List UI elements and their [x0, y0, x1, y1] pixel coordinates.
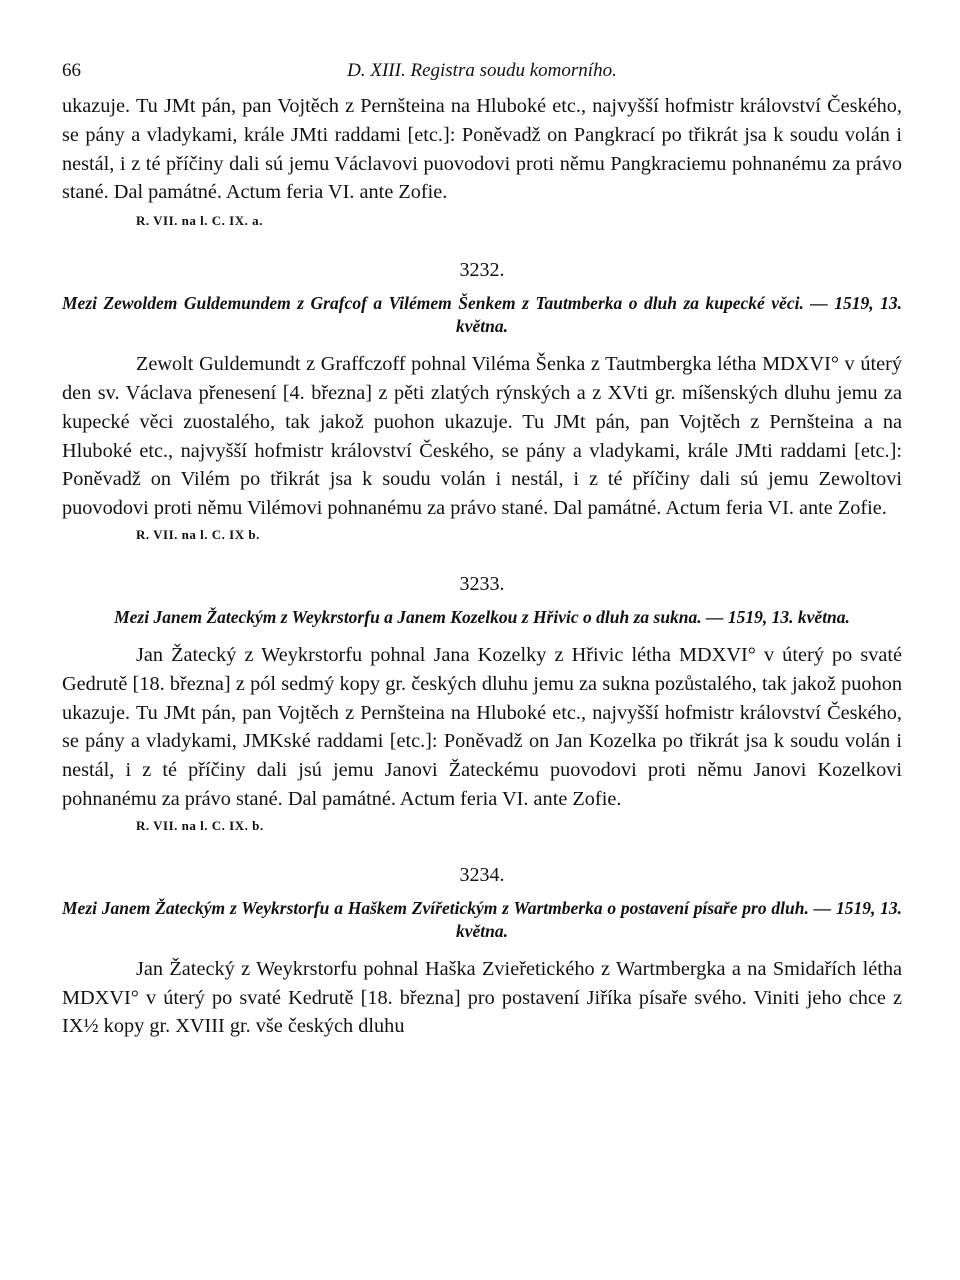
- entry-text: Zewolt Guldemundt z Graffczoff pohnal Viléma Šenka z Tautmbergka létha MDXVI° v úterý den sv. Václava přenesení [4. března] z pěti zlatých rýnských a z XVti gr. míšenských dluhu jemu za kupecké věci zuostalého, tak jakož puohon ukazuje. Tu JMt pán, pan Vojtěch z Pernšteina a na Hluboké etc., najvyšší hofmistr království Českého, se pány a vladykami, krále JMti raddami [etc.]: Poněvadž on Vilém po třikrát jsa k soudu volán i nestál, i z té příčiny dali sú jemu Zewoltovi puovodovi proti němu Vilémovi pohnanému za právo stané. Dal památné. Actum feria VI. ante Zofie.: [62, 353, 902, 520]
- entry-number: 3232.: [459, 259, 505, 282]
- archive-reference: R. VII. na l. C. IX. b.: [136, 817, 264, 833]
- running-head: [62, 52, 902, 92]
- entry-3233: [62, 573, 902, 834]
- entry-3234: [62, 864, 902, 1041]
- entry-title: Mezi Janem Žateckým z Weykrstorfu a Haškem Zvířetickým z Wartmberka o postavení písaře pro dluh. — 1519, 13. května.: [62, 897, 902, 941]
- intro-paragraph: ukazuje. Tu JMt pán, pan Vojtěch z Pernšteina na Hluboké etc., najvyšší hofmistr království Českého, se pány a vladykami, krále JMti raddami [etc.]: Poněvadž on Pangkrací po třikrát jsa k soudu volán i nestál, i z té příčiny dali sú jemu Václavovi puovodovi proti němu Pangkraciemu pohnanému za právo stané. Dal památné. Actum feria VI. ante Zofie.: [62, 95, 902, 204]
- entry-text: Jan Žatecký z Weykrstorfu pohnal Haška Zvieřetického z Wartmbergka a na Smidařích létha MDXVI° v úterý po svaté Kedrutě [18. března] pro postavení Jiříka písaře svého. Viniti jeho chce z IX½ kopy gr. XVIII gr. vše českých dluhu: [62, 957, 902, 1038]
- page-number: 66: [62, 60, 81, 81]
- entry-3232: [62, 259, 902, 543]
- document-page: [62, 52, 902, 1041]
- running-title: D. XIII. Registra soudu komorního.: [347, 60, 617, 81]
- entry-number: 3233.: [459, 572, 505, 595]
- entry-title: Mezi Janem Žateckým z Weykrstorfu a Janem Kozelkou z Hřivic o dluh za sukna. — 1519, 13. května.: [114, 606, 850, 627]
- entry-title: Mezi Zewoldem Guldemundem z Grafcof a Vilémem Šenkem z Tautmberka o dluh za kupecké věci. — 1519, 13. května.: [62, 293, 902, 337]
- archive-reference: R. VII. na l. C. IX. a.: [136, 213, 263, 229]
- entry-number: 3234.: [459, 863, 505, 886]
- entry-text: Jan Žatecký z Weykrstorfu pohnal Jana Kozelky z Hřivic létha MDXVI° v úterý po svaté Gedrutě [18. března] z pól sedmý kopy gr. českých dluhu jemu za sukna pozůstalého, tak jakož puohon ukazuje. Tu JMt pán, pan Vojtěch z Pernšteina na Hluboké etc., najvyšší hofmistr království Českého, se pány a vladykami, JMKské raddami [etc.]: Poněvadž on Jan Kozelka po třikrát jsa k soudu volán i nestál, i z té příčiny dali jsú jemu Janovi Žateckému puovodovi proti němu Janovi Kozelkovi pohnanému za právo stané. Dal památné. Actum feria VI. ante Zofie.: [62, 643, 902, 810]
- archive-reference: R. VII. na l. C. IX b.: [136, 526, 260, 542]
